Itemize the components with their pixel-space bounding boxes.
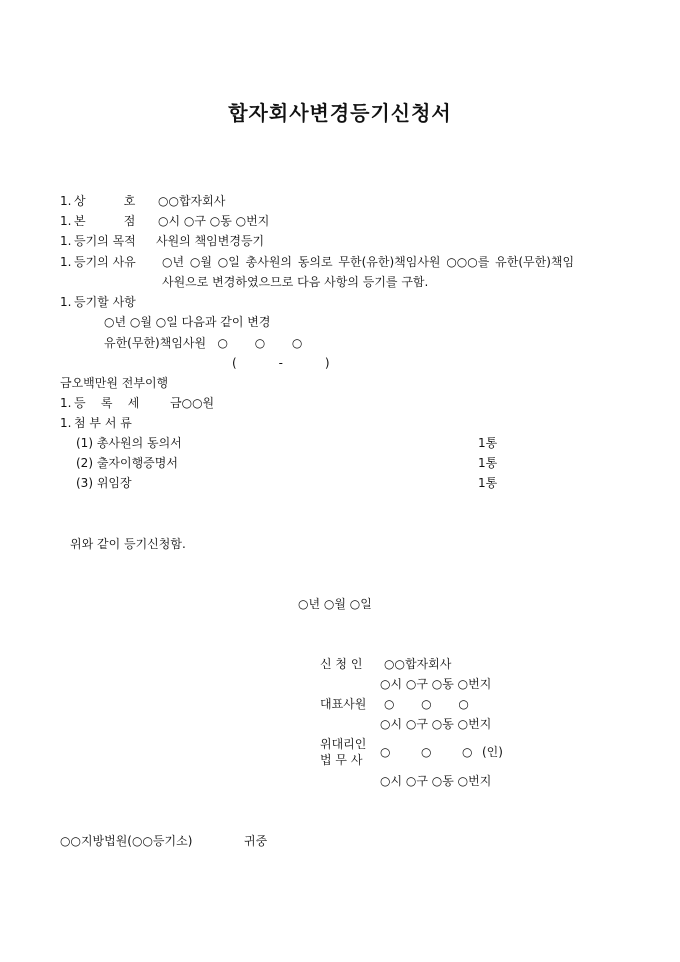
- agent-label: 위대리인: [320, 737, 367, 751]
- matters-id-number: ( - ): [232, 356, 330, 370]
- applicant-name: ○○합자회사: [384, 657, 452, 671]
- item-number: 1.: [60, 255, 72, 269]
- reason-line-1: ○년 ○월 ○일 총사원의 동의로 무한(유한)책임사원 ○○○를 유한(무한)책임: [162, 255, 575, 269]
- item-number: 1.: [60, 416, 72, 430]
- item-number: 1.: [60, 214, 72, 228]
- agent-name: ○ ○ ○: [380, 745, 473, 759]
- item-number: 1.: [60, 295, 72, 309]
- purpose-value: 사원의 책임변경등기: [156, 234, 265, 248]
- attachment-count: 1통: [478, 476, 498, 490]
- matters-change-date: ○년 ○월 ○일 다음과 같이 변경: [104, 315, 271, 329]
- attachment-count: 1통: [478, 456, 498, 470]
- representative-label: 대표사원: [320, 697, 367, 711]
- purpose-label: 등기의 목적: [74, 234, 136, 248]
- tax-value: 금○○원: [170, 396, 215, 410]
- reason-line-2: 사원으로 변경하였으므로 다음 사항의 등기를 구함.: [162, 275, 429, 289]
- representative-address: ○시 ○구 ○동 ○번지: [380, 717, 492, 731]
- application-statement: 위와 같이 등기신청함.: [70, 537, 186, 551]
- trade-name-value: ○○합자회사: [158, 194, 226, 208]
- honorific: 귀중: [244, 834, 268, 848]
- head-office-value: ○시 ○구 ○동 ○번지: [158, 214, 270, 228]
- matters-payment: 금오백만원 전부이행: [60, 376, 169, 390]
- application-date: ○년 ○월 ○일: [298, 597, 372, 611]
- attachments-label: 첨 부 서 류: [74, 416, 132, 430]
- item-number: 1.: [60, 234, 72, 248]
- agent-title-label: 법 무 사: [320, 753, 363, 767]
- attachment-name: (2) 출자이행증명서: [76, 456, 178, 470]
- seal-mark: (인): [482, 745, 503, 759]
- representative-name: ○ ○ ○: [384, 697, 469, 711]
- item-number: 1.: [60, 396, 72, 410]
- attachment-name: (3) 위임장: [76, 476, 132, 490]
- matters-partner: 유한(무한)책임사원 ○ ○ ○: [104, 336, 303, 350]
- attachment-name: (1) 총사원의 동의서: [76, 436, 182, 450]
- head-office-label: 본 점: [74, 214, 136, 228]
- attachment-count: 1통: [478, 436, 498, 450]
- trade-name-label: 상 호: [74, 194, 136, 208]
- matters-label: 등기할 사항: [74, 295, 136, 309]
- applicant-address: ○시 ○구 ○동 ○번지: [380, 677, 492, 691]
- reason-label: 등기의 사유: [74, 255, 136, 269]
- item-number: 1.: [60, 194, 72, 208]
- court-name: ○○지방법원(○○등기소): [60, 834, 193, 848]
- agent-address: ○시 ○구 ○동 ○번지: [380, 774, 492, 788]
- document-title: 합자회사변경등기신청서: [228, 101, 452, 125]
- applicant-label: 신 청 인: [320, 657, 363, 671]
- tax-label: 등 록 세: [74, 396, 140, 410]
